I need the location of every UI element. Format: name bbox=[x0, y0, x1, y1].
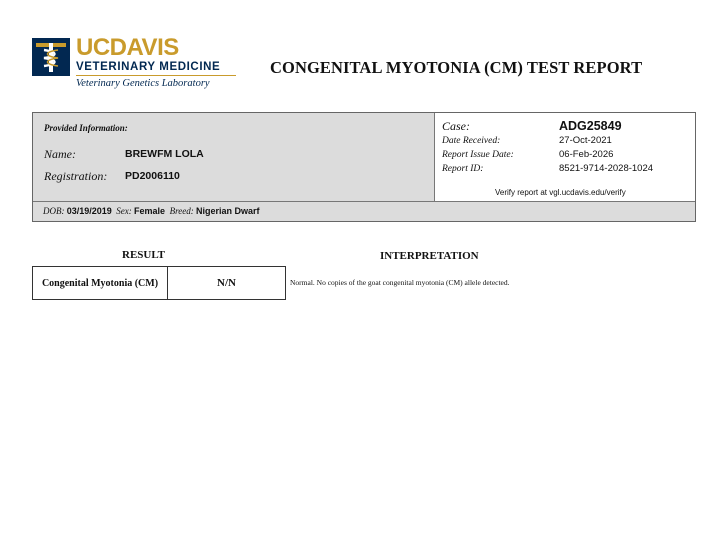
date-received-label: Date Received: bbox=[442, 136, 501, 146]
result-table bbox=[32, 266, 286, 300]
registration-value: PD2006110 bbox=[125, 170, 180, 182]
logo-unit: VETERINARY MEDICINE bbox=[76, 61, 221, 73]
logo-wordmark: UCDAVIS bbox=[76, 34, 179, 61]
result-heading: RESULT bbox=[122, 249, 166, 261]
verify-link[interactable]: Verify report at vgl.ucdavis.edu/verify bbox=[495, 188, 626, 197]
provided-info-panel bbox=[33, 113, 435, 201]
breed-value: Nigerian Dwarf bbox=[195, 206, 260, 216]
registration-label: Registration: bbox=[44, 169, 108, 183]
issue-date-value: 06-Feb-2026 bbox=[559, 149, 614, 160]
name-label: Name: bbox=[44, 147, 76, 161]
case-value: ADG25849 bbox=[559, 119, 622, 133]
provided-heading: Provided Information: bbox=[44, 123, 128, 133]
animal-details-bar bbox=[33, 201, 695, 221]
info-box bbox=[32, 112, 696, 222]
case-panel bbox=[435, 113, 695, 201]
case-label: Case: bbox=[442, 119, 470, 133]
logo-lab-name: Veterinary Genetics Laboratory bbox=[76, 78, 210, 89]
dob-value: 03/19/2019 bbox=[66, 206, 112, 216]
sex-label: Sex: bbox=[116, 206, 132, 216]
report-id-value: 8521-9714-2028-1024 bbox=[559, 163, 654, 174]
interpretation-heading: INTERPRETATION bbox=[380, 250, 479, 262]
logo-divider bbox=[76, 75, 236, 76]
dob-label: DOB: bbox=[43, 206, 65, 216]
ucdavis-logo bbox=[32, 34, 242, 94]
interpretation-text: Normal. No copies of the goat congenital myotonia (CM) allele detected. bbox=[290, 278, 510, 287]
caduceus-icon bbox=[32, 38, 70, 76]
genotype-cell: N/N bbox=[217, 277, 236, 289]
date-received-value: 27-Oct-2021 bbox=[559, 135, 612, 146]
test-name-cell: Congenital Myotonia (CM) bbox=[33, 267, 168, 299]
sex-value: Female bbox=[134, 206, 166, 216]
report-title: CONGENITAL MYOTONIA (CM) TEST REPORT bbox=[270, 58, 643, 77]
report-id-label: Report ID: bbox=[442, 164, 484, 174]
breed-label: Breed: bbox=[169, 206, 194, 216]
name-value: BREWFM LOLA bbox=[125, 148, 204, 160]
issue-date-label: Report Issue Date: bbox=[442, 150, 514, 160]
animal-details bbox=[43, 206, 260, 216]
